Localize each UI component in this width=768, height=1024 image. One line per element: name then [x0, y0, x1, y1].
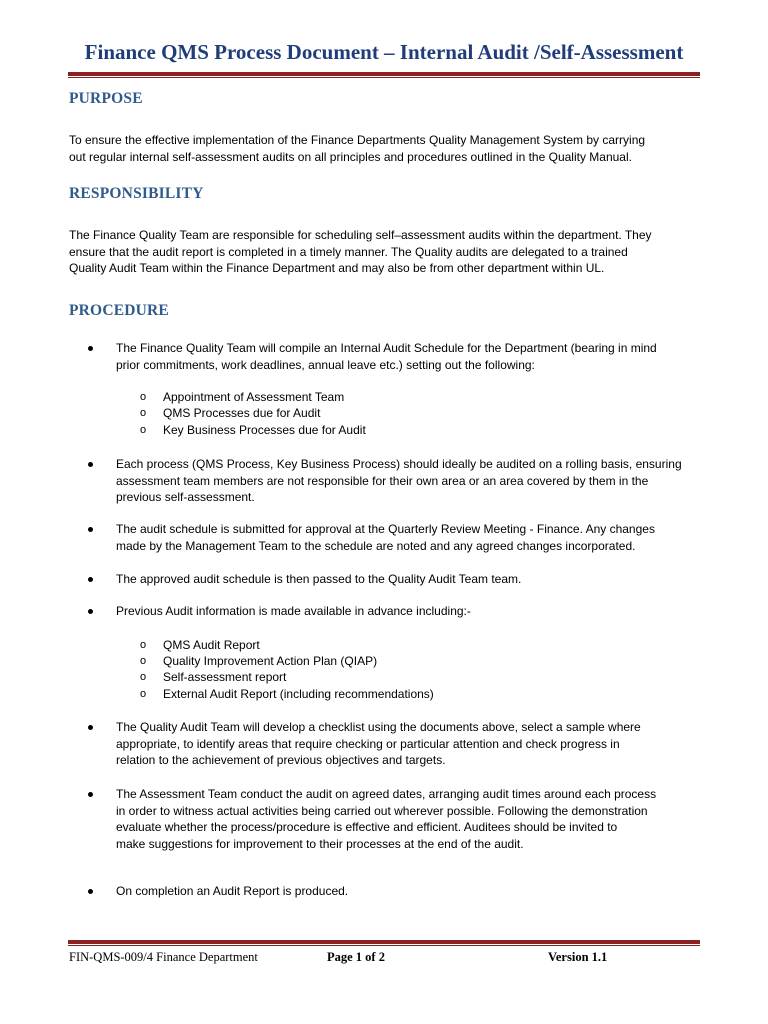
procedure-bullet-8: On completion an Audit Report is produced.	[116, 884, 349, 898]
procedure-bullet-2: Each process (QMS Process, Key Business Process) should ideally be audited on a rolling basis, ensuring assessment team members are not responsible for their own area or an area covered by them in the previous self-assessment.	[116, 457, 682, 504]
bullet-icon	[88, 609, 93, 614]
sublist-marker-icon: o	[140, 688, 147, 700]
sublist-item: Quality Improvement Action Plan (QIAP)	[163, 654, 378, 668]
bullet-icon	[88, 462, 93, 467]
header-rule	[68, 72, 700, 76]
procedure-bullet-6: The Quality Audit Team will develop a checklist using the documents above, select a sample where appropriate, to identify areas that require checking or particular attention and check progress in relation to the achievement of previous objectives and targets.	[116, 720, 641, 767]
footer-doc-id: FIN-QMS-009/4 Finance Department	[69, 950, 258, 964]
footer-rule	[68, 940, 700, 944]
bullet-icon	[88, 346, 93, 351]
sublist-marker-icon: o	[140, 639, 147, 651]
bullet-icon	[88, 792, 93, 797]
sublist-item: Key Business Processes due for Audit	[163, 423, 366, 437]
sublist-item: Self-assessment report	[163, 670, 287, 684]
sublist-item: QMS Processes due for Audit	[163, 406, 321, 420]
sublist-marker-icon: o	[140, 655, 147, 667]
sublist-marker-icon: o	[140, 424, 147, 436]
procedure-bullet-7: The Assessment Team conduct the audit on agreed dates, arranging audit times around each process in order to witness actual activities being carried out wherever possible. Following the demonstration evaluate whether the process/procedure is effective and efficient. Auditees should be invited to make suggestions for improvement to their processes at the end of the audit.	[116, 787, 657, 851]
bullet-icon	[88, 889, 93, 894]
procedure-bullet-3: The audit schedule is submitted for approval at the Quarterly Review Meeting - Finance. Any changes made by the Management Team to the schedule are noted and any agreed changes incorporated.	[116, 522, 655, 553]
footer-version: Version 1.1	[548, 950, 608, 964]
bullet-icon	[88, 577, 93, 582]
sublist-marker-icon: o	[140, 407, 147, 419]
sublist-marker-icon: o	[140, 391, 147, 403]
sublist-item: QMS Audit Report	[163, 638, 260, 652]
sublist-item: Appointment of Assessment Team	[163, 390, 345, 404]
responsibility-heading: RESPONSIBILITY	[69, 185, 204, 202]
procedure-heading: PROCEDURE	[69, 302, 169, 319]
document-title: Finance QMS Process Document – Internal Audit /Self-Assessment	[84, 40, 684, 64]
responsibility-paragraph	[69, 227, 699, 277]
purpose-paragraph	[69, 132, 699, 165]
procedure-bullet-5: Previous Audit information is made available in advance including:-	[116, 604, 471, 618]
bullet-icon	[88, 725, 93, 730]
responsibility-line: Quality Audit Team within the Finance Department and may also be from other department within UL.	[69, 261, 605, 275]
purpose-heading: PURPOSE	[69, 90, 143, 107]
sublist-item: External Audit Report (including recommendations)	[163, 687, 434, 701]
bullet-icon	[88, 527, 93, 532]
procedure-bullet-4: The approved audit schedule is then passed to the Quality Audit Team team.	[116, 572, 522, 586]
footer-page-number: Page 1 of 2	[327, 950, 385, 964]
sublist-marker-icon: o	[140, 671, 147, 683]
purpose-line: out regular internal self-assessment audits on all principles and procedures outlined in the Quality Manual.	[69, 149, 632, 164]
responsibility-line: ensure that the audit report is completed in a timely manner. The Quality audits are delegated to a trained	[69, 244, 628, 259]
responsibility-line: The Finance Quality Team are responsible for scheduling self–assessment audits within the department. They	[69, 228, 652, 242]
purpose-line: To ensure the effective implementation of the Finance Departments Quality Management System by carrying	[69, 133, 646, 147]
procedure-bullet-1: The Finance Quality Team will compile an Internal Audit Schedule for the Department (bearing in mind prior commitments, work deadlines, annual leave etc.) setting out the following:	[116, 341, 657, 372]
